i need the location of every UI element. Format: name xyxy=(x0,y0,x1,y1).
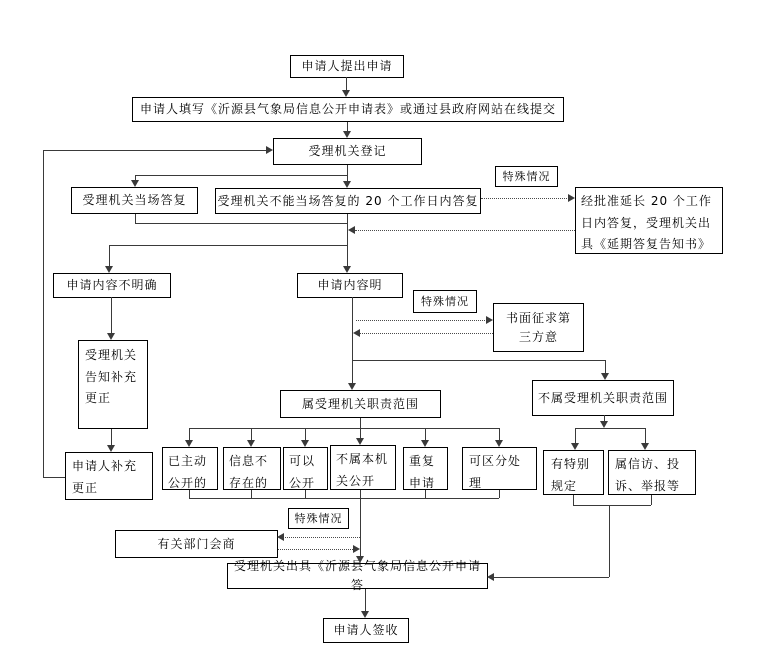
flow-line xyxy=(499,490,500,498)
flow-line xyxy=(305,490,306,498)
dotted-flow-line xyxy=(356,320,487,321)
flow-line xyxy=(573,495,574,505)
flow-line xyxy=(360,428,361,438)
flow-node-can-public: 可以公开 xyxy=(283,447,328,490)
flow-line xyxy=(251,428,252,440)
flow-node-info-not-exist: 信息不存在的 xyxy=(223,447,281,490)
arrow-down-icon xyxy=(571,443,579,450)
arrow-down-icon xyxy=(356,556,364,563)
arrow-down-icon xyxy=(356,438,364,445)
arrow-left-icon xyxy=(277,533,284,541)
flow-line xyxy=(605,360,606,374)
flow-line xyxy=(360,490,361,556)
arrow-down-icon xyxy=(131,180,139,187)
arrow-down-icon xyxy=(495,440,503,447)
arrow-left-icon xyxy=(348,226,355,234)
flow-line xyxy=(189,490,190,498)
flow-node-submit-application: 申请人提出申请 xyxy=(290,55,404,78)
arrow-down-icon xyxy=(107,333,115,340)
flow-line xyxy=(425,428,426,440)
flow-node-in-scope: 属受理机关职责范围 xyxy=(280,390,441,418)
flow-node-out-of-scope: 不属受理机关职责范围 xyxy=(532,380,674,416)
arrow-down-icon xyxy=(301,440,309,447)
flow-line xyxy=(111,297,112,333)
flow-line xyxy=(189,498,499,499)
arrow-right-icon xyxy=(266,146,273,154)
flow-node-content-unclear: 申请内容不明确 xyxy=(53,273,171,298)
arrow-down-icon xyxy=(600,421,608,428)
flow-line xyxy=(347,165,348,175)
flow-node-dept-consult: 有关部门会商 xyxy=(115,530,278,558)
flow-line xyxy=(189,428,499,429)
arrow-down-icon xyxy=(343,181,351,188)
arrow-down-icon xyxy=(641,443,649,450)
flow-node-fill-form: 申请人填写《沂源县气象局信息公开申请表》或通过县政府网站在线提交 xyxy=(132,97,564,122)
arrow-down-icon xyxy=(247,440,255,447)
flow-line xyxy=(305,428,306,440)
flow-node-repeat-apply: 重复申请 xyxy=(403,447,448,490)
arrow-right-icon xyxy=(353,545,360,553)
arrow-down-icon xyxy=(185,440,193,447)
flow-line xyxy=(425,490,426,498)
flow-line xyxy=(43,150,44,477)
arrow-right-icon xyxy=(568,194,575,202)
dotted-flow-line xyxy=(282,537,360,538)
arrow-down-icon xyxy=(343,131,351,138)
label-special-case-1: 特殊情况 xyxy=(495,166,558,187)
flow-line xyxy=(651,495,652,505)
flow-line xyxy=(111,429,112,446)
flow-node-third-party-opinion: 书面征求第三方意 xyxy=(493,303,584,352)
arrow-down-icon xyxy=(342,90,350,97)
flow-node-issue-reply: 受理机关出具《沂源县气象局信息公开申请答 xyxy=(227,563,488,589)
dotted-flow-line xyxy=(359,333,493,334)
flow-node-register: 受理机关登记 xyxy=(273,138,422,165)
flow-line xyxy=(575,428,576,443)
arrow-left-icon xyxy=(353,329,360,337)
arrow-down-icon xyxy=(107,445,115,452)
flow-line xyxy=(573,505,651,506)
flow-line xyxy=(575,428,645,429)
flow-node-sign-receive: 申请人签收 xyxy=(323,618,409,643)
arrow-down-icon xyxy=(343,266,351,273)
flow-line xyxy=(135,214,136,223)
flow-node-special-rule: 有特别规定 xyxy=(543,450,604,495)
flow-line xyxy=(109,245,347,246)
flow-node-onspot-reply: 受理机关当场答复 xyxy=(71,187,198,214)
flow-line xyxy=(360,418,361,428)
arrow-down-icon xyxy=(105,266,113,273)
arrow-down-icon xyxy=(421,440,429,447)
flow-node-not-this-org: 不属本机关公开 xyxy=(330,445,396,490)
flow-line xyxy=(645,428,646,443)
arrow-right-icon xyxy=(486,316,493,324)
flow-node-content-clear: 申请内容明 xyxy=(297,273,403,298)
flow-node-extended-reply: 经批准延长 20 个工作日内答复，受理机关出具《延期答复告知书》 xyxy=(575,187,723,254)
flow-line xyxy=(609,505,610,577)
dotted-flow-line xyxy=(355,230,575,231)
label-special-case-3: 特殊情况 xyxy=(288,508,349,529)
flow-line xyxy=(352,297,353,384)
arrow-down-icon xyxy=(601,373,609,380)
dotted-flow-line xyxy=(481,198,569,199)
flow-node-notify-supplement: 受理机关告知补充更正 xyxy=(78,340,148,429)
flow-node-separable: 可区分处理 xyxy=(462,447,537,490)
flow-line xyxy=(352,360,605,361)
flow-node-reply-within-20-days: 受理机关不能当场答复的 20 个工作日内答复 xyxy=(215,188,481,214)
flow-line xyxy=(43,477,65,478)
flow-line xyxy=(135,223,347,224)
flow-line xyxy=(347,245,348,266)
flow-node-applicant-supplement: 申请人补充更正 xyxy=(65,452,153,500)
arrow-down-icon xyxy=(348,383,356,390)
arrow-down-icon xyxy=(361,611,369,618)
flow-line xyxy=(251,490,252,498)
dotted-flow-line xyxy=(278,549,355,550)
flow-line xyxy=(135,175,348,176)
flow-node-petition: 属信访、投诉、举报等 xyxy=(608,450,696,495)
flow-node-already-public: 已主动公开的 xyxy=(162,447,218,490)
flow-line xyxy=(365,589,366,612)
label-special-case-2: 特殊情况 xyxy=(413,290,477,313)
flow-line xyxy=(189,428,190,440)
flow-line xyxy=(109,245,110,266)
flow-line xyxy=(499,428,500,440)
flow-line xyxy=(43,150,267,151)
flow-line xyxy=(346,77,347,91)
flow-line xyxy=(493,577,609,578)
arrow-left-icon xyxy=(487,573,494,581)
